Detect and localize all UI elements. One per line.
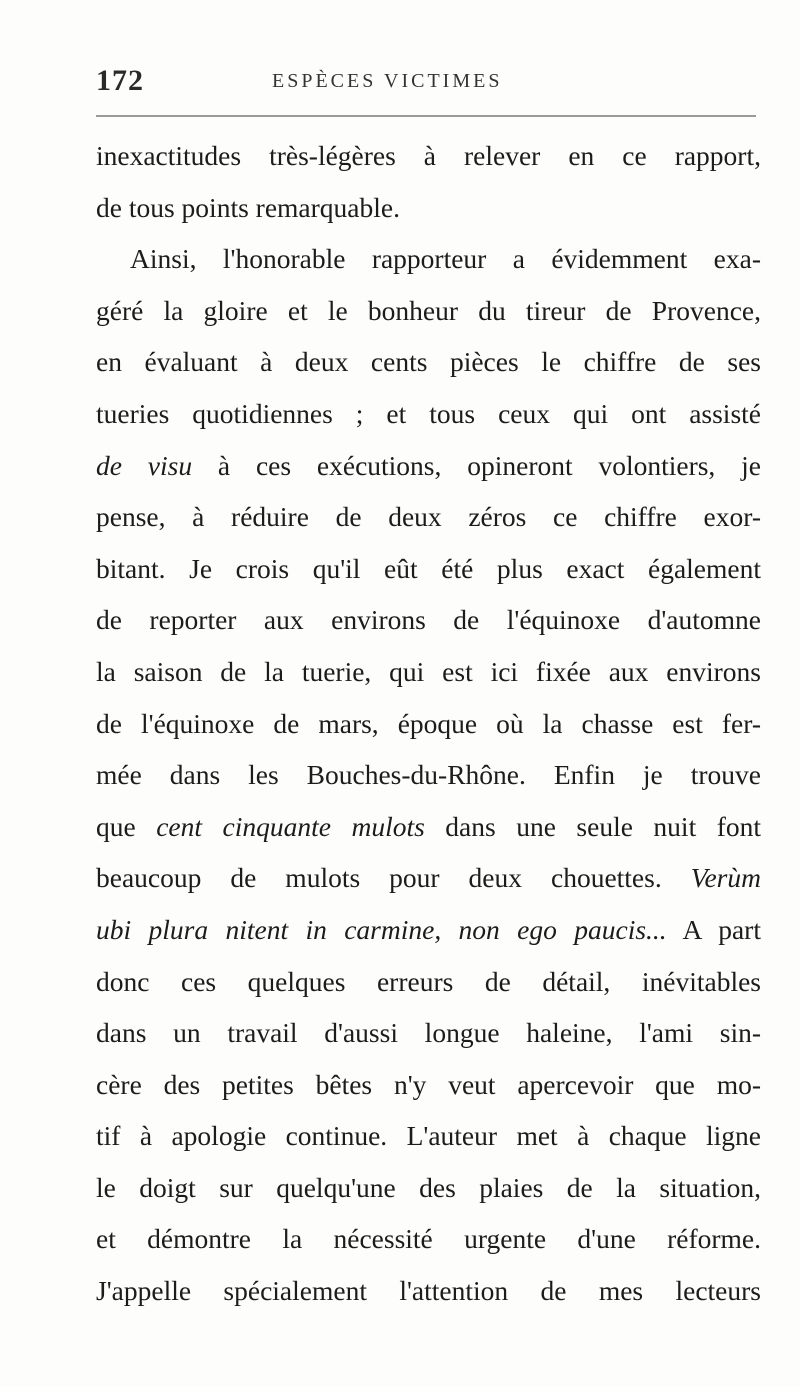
text-line: [96, 1110, 761, 1162]
text-line: [96, 543, 761, 595]
text-segment: beaucoup de mulots pour deux chouettes.: [96, 862, 691, 894]
text-line: [96, 956, 761, 1008]
text-segment: de reporter aux environs de l'équinoxe d'automne: [96, 604, 761, 636]
text-line: [96, 594, 761, 646]
text-line: [96, 646, 761, 698]
text-line: [96, 1007, 761, 1059]
text-segment: J'appelle spécialement l'attention de mes lecteurs: [96, 1275, 761, 1307]
text-line: [96, 1059, 761, 1111]
text-line: [96, 388, 761, 440]
text-segment: la saison de la tuerie, qui est ici fixée aux environs: [96, 655, 761, 687]
text-segment: de tous points remarquable.: [96, 191, 400, 223]
text-line: [96, 233, 761, 285]
text-segment: tueries quotidiennes ; et tous ceux qui ont assisté: [96, 397, 761, 429]
text-segment: en évaluant à deux cents pièces le chiffre de ses: [96, 346, 761, 378]
text-line: [96, 336, 761, 388]
italic-text: de visu: [96, 449, 193, 481]
text-segment: à ces exécutions, opineront volontiers, je: [192, 449, 761, 481]
running-title: ESPÈCES VICTIMES: [272, 70, 503, 92]
text-line: [96, 1265, 761, 1317]
italic-text: cent cinquante mulots: [156, 810, 425, 842]
text-line: [96, 801, 761, 853]
text-segment: que: [96, 810, 157, 842]
text-segment: mée dans les Bouches-du-Rhône. Enfin je trouve: [96, 759, 761, 791]
text-segment: géré la gloire et le bonheur du tireur de Provence,: [96, 294, 761, 326]
text-line: [96, 852, 761, 904]
text-line: [96, 130, 761, 182]
text-line: [96, 285, 761, 337]
text-segment: pense, à réduire de deux zéros ce chiffre exor-: [96, 501, 761, 533]
text-segment: dans une seule nuit font: [424, 810, 761, 842]
text-segment: et démontre la nécessité urgente d'une réforme.: [96, 1223, 761, 1255]
text-segment: de l'équinoxe de mars, époque où la chasse est fer-: [96, 707, 761, 739]
text-line: [96, 491, 761, 543]
text-segment: cère des petites bêtes n'y veut apercevoir que mo-: [96, 1068, 761, 1100]
text-line: [96, 1162, 761, 1214]
text-line: [96, 440, 761, 492]
page-number: 172: [96, 64, 144, 97]
text-segment: le doigt sur quelqu'une des plaies de la situation,: [96, 1171, 761, 1203]
text-line: [96, 1213, 761, 1265]
italic-text: Verùm: [690, 862, 761, 894]
italic-text: ubi plura nitent in carmine, non ego paucis...: [96, 913, 667, 945]
text-line: [96, 749, 761, 801]
text-line: [96, 904, 761, 956]
text-segment: dans un travail d'aussi longue haleine, l'ami sin-: [96, 1017, 761, 1049]
header-rule: [96, 115, 756, 117]
text-line: [96, 182, 761, 234]
text-line: [96, 698, 761, 750]
text-segment: inexactitudes très-légères à relever en ce rapport,: [96, 140, 761, 171]
text-segment: tif à apologie continue. L'auteur met à chaque ligne: [96, 1120, 761, 1152]
text-segment: Ainsi, l'honorable rapporteur a évidemment exa-: [130, 243, 761, 275]
text-segment: bitant. Je crois qu'il eût été plus exact également: [96, 552, 761, 584]
body-text: [96, 130, 761, 1317]
text-segment: donc ces quelques erreurs de détail, inévitables: [96, 965, 761, 997]
text-segment: A part: [666, 913, 761, 945]
page-header: [96, 62, 756, 102]
